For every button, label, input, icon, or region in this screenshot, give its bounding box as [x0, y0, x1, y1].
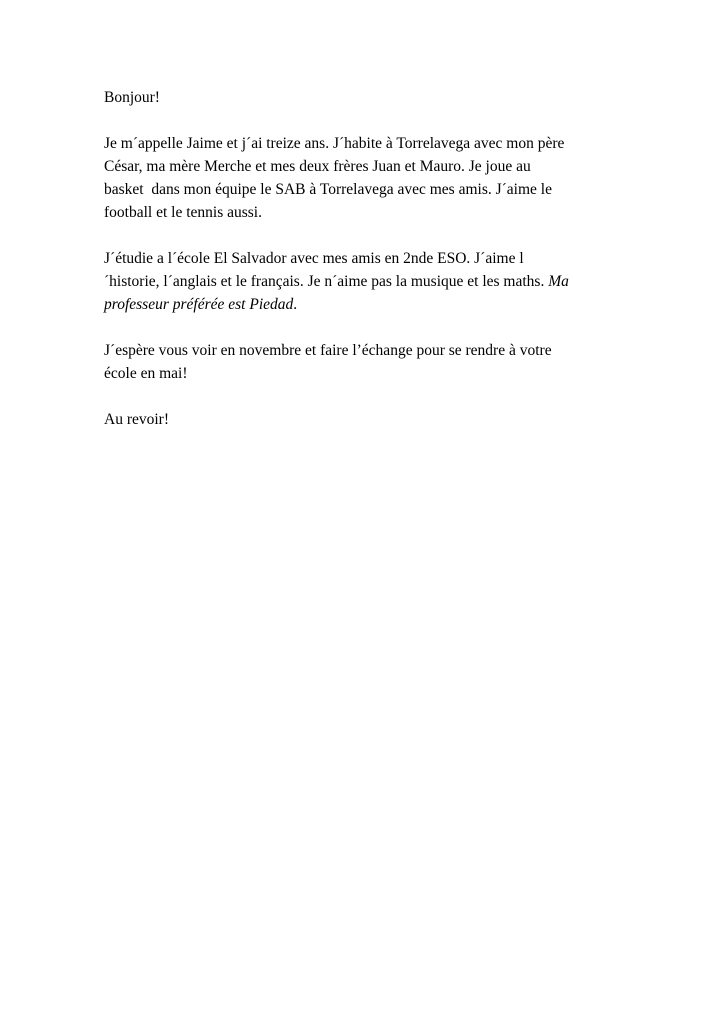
paragraph-line: César, ma mère Merche et mes deux frères Juan et Mauro. Je joue au [104, 158, 531, 175]
paragraph-line: Je m´appelle Jaime et j´ai treize ans. J´habite à Torrelavega avec mon père [104, 135, 565, 152]
paragraph-introduction [104, 132, 624, 224]
italic-text: Ma [548, 273, 569, 290]
paragraph-line [104, 270, 624, 293]
paragraph-line: J´espère vous voir en novembre et faire l’échange pour se rendre à votre [104, 342, 552, 359]
letter-body [104, 86, 624, 454]
paragraph-line: J´étudie a l´école El Salvador avec mes amis en 2nde ESO. J´aime l [104, 250, 524, 267]
paragraph-line [104, 293, 624, 316]
paragraph-text: . [293, 296, 298, 313]
paragraph-line: basket dans mon équipe le SAB à Torrelavega avec mes amis. J´aime le [104, 181, 552, 198]
greeting [104, 86, 624, 109]
closing [104, 408, 624, 431]
paragraph-line: école en mai! [104, 365, 188, 382]
paragraph-text: ´historie, l´anglais et le français. Je n´aime pas la musique et les maths. [104, 273, 549, 290]
greeting-text: Bonjour! [104, 89, 160, 106]
paragraph-exchange [104, 339, 624, 385]
italic-text: professeur préférée est Piedad [104, 296, 294, 313]
paragraph-line: football et le tennis aussi. [104, 204, 262, 221]
closing-text: Au revoir! [104, 411, 169, 428]
paragraph-school [104, 247, 624, 316]
